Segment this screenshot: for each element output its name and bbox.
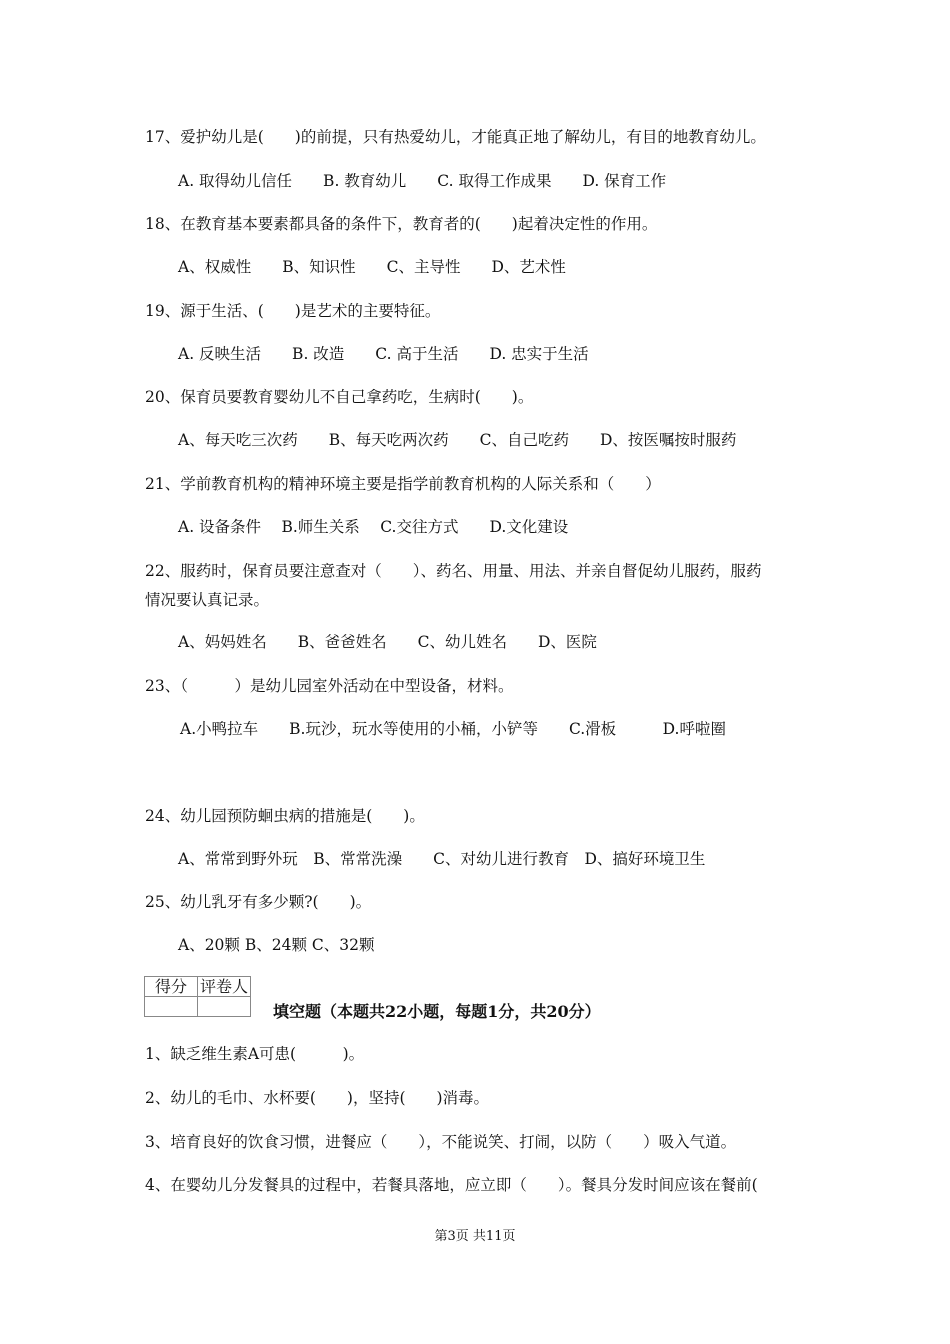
question-19-options: A. 反映生活 B. 改造 C. 高于生活 D. 忠实于生活 [178,345,589,363]
grader-cell [198,997,251,1017]
question-22-continued: 情况要认真记录。 [145,591,270,609]
question-20: 20、保育员要教育婴幼儿不自己拿药吃，生病时( )。 [145,388,534,406]
question-25: 25、幼儿乳牙有多少颗?( )。 [145,893,372,911]
question-20-options: A、每天吃三次药 B、每天吃两次药 C、自己吃药 D、按医嘱按时服药 [178,431,737,449]
question-18: 18、在教育基本要素都具备的条件下，教育者的( )起着决定性的作用。 [145,215,658,233]
question-17-options: A. 取得幼儿信任 B. 教育幼儿 C. 取得工作成果 D. 保育工作 [178,172,667,190]
grader-label: 评卷人 [198,977,251,997]
question-17: 17、爱护幼儿是( )的前提，只有热爱幼儿，才能真正地了解幼儿，有目的地教育幼儿。 [145,128,766,146]
page-footer: 第3页 共11页 [434,1229,516,1244]
fill-question-3: 3、培育良好的饮食习惯，进餐应（ ），不能说笑、打闹，以防（ ）吸入气道。 [145,1133,737,1151]
question-23-options: A.小鸭拉车 B.玩沙，玩水等使用的小桶，小铲等 C.滑板 D.呼啦圈 [180,720,726,738]
question-18-options: A、权威性 B、知识性 C、主导性 D、艺术性 [178,258,566,276]
question-24-options: A、常常到野外玩 B、常常洗澡 C、对幼儿进行教育 D、搞好环境卫生 [178,850,706,868]
question-21-options: A. 设备条件 B.师生关系 C.交往方式 D.文化建设 [178,518,569,536]
question-24: 24、幼儿园预防蛔虫病的措施是( )。 [145,807,425,825]
question-21: 21、学前教育机构的精神环境主要是指学前教育机构的人际关系和（ ） [145,475,661,493]
question-22-options: A、妈妈姓名 B、爸爸姓名 C、幼儿姓名 D、医院 [178,633,597,651]
score-box [144,976,251,1017]
fill-question-2: 2、幼儿的毛巾、水杯要( )，坚持( )消毒。 [145,1089,490,1107]
question-25-options: A、20颗 B、24颗 C、32颗 [178,936,375,954]
section-title: 填空题（本题共22小题，每题1分，共20分） [273,1002,601,1021]
fill-question-4: 4、在婴幼儿分发餐具的过程中，若餐具落地，应立即（ ）。餐具分发时间应该在餐前( [145,1176,758,1194]
fill-question-1: 1、缺乏维生素A可患( )。 [145,1045,365,1063]
question-19: 19、源于生活、( )是艺术的主要特征。 [145,302,441,320]
score-cell [145,997,198,1017]
question-23: 23、（ ）是幼儿园室外活动在中型设备，材料。 [145,677,514,695]
question-22: 22、服药时，保育员要注意查对（ ）、药名、用量、用法、并亲自督促幼儿服药，服药 [145,562,762,580]
score-label: 得分 [145,977,198,997]
